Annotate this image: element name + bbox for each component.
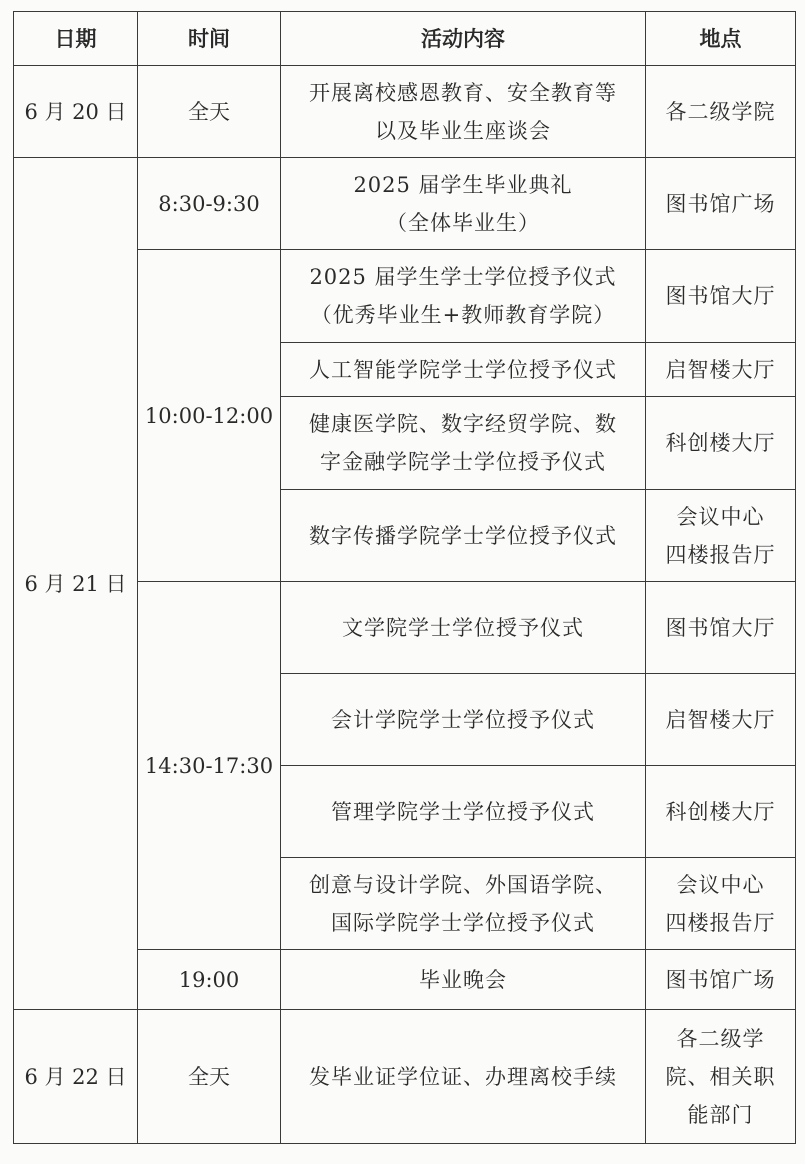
content-cell xyxy=(281,66,646,158)
time-cell: 14:30-17:30 xyxy=(138,582,281,950)
content-line: 会计学院学士学位授予仪式 xyxy=(331,707,595,732)
content-line: 文学院学士学位授予仪式 xyxy=(342,615,584,640)
time-cell: 10:00-12:00 xyxy=(138,250,281,582)
content-cell xyxy=(281,250,646,343)
place-line: 启智楼大厅 xyxy=(665,357,776,382)
place-cell xyxy=(646,858,796,950)
time-cell: 全天 xyxy=(138,1010,281,1144)
place-cell xyxy=(646,158,796,250)
content-line: 2025 届学生毕业典礼 xyxy=(353,172,573,197)
content-line: 国际学院学士学位授予仪式 xyxy=(331,910,595,935)
place-cell xyxy=(646,1010,796,1144)
place-line: 会议中心 xyxy=(676,872,765,897)
place-cell xyxy=(646,490,796,582)
date-cell: 6 月 21 日 xyxy=(14,158,138,1010)
place-line: 四楼报告厅 xyxy=(665,542,776,567)
date-cell: 6 月 20 日 xyxy=(14,66,138,158)
place-cell xyxy=(646,343,796,397)
content-line: （全体毕业生） xyxy=(386,210,540,235)
content-cell xyxy=(281,490,646,582)
content-cell xyxy=(281,158,646,250)
content-line: 毕业晚会 xyxy=(419,967,507,992)
header-row xyxy=(14,12,796,66)
place-cell xyxy=(646,66,796,158)
schedule-table xyxy=(13,11,796,1144)
time-cell: 19:00 xyxy=(138,950,281,1010)
content-line: 管理学院学士学位授予仪式 xyxy=(331,799,595,824)
place-line: 图书馆大厅 xyxy=(665,615,776,640)
place-line: 图书馆大厅 xyxy=(665,284,776,308)
table-row xyxy=(14,1010,796,1144)
header-date: 日期 xyxy=(14,12,138,66)
place-cell xyxy=(646,674,796,766)
time-cell: 全天 xyxy=(138,66,281,158)
content-cell xyxy=(281,950,646,1010)
place-line: 能部门 xyxy=(687,1102,754,1127)
date-cell: 6 月 22 日 xyxy=(14,1010,138,1144)
time-cell: 8:30-9:30 xyxy=(138,158,281,250)
place-line: 科创楼大厅 xyxy=(665,799,776,824)
content-line: 字金融学院学士学位授予仪式 xyxy=(320,450,606,474)
place-cell xyxy=(646,250,796,343)
place-line: 图书馆广场 xyxy=(665,191,776,216)
place-cell xyxy=(646,582,796,674)
place-cell xyxy=(646,950,796,1010)
content-line: 发毕业证学位证、办理离校手续 xyxy=(309,1064,617,1089)
place-cell xyxy=(646,397,796,490)
place-line: 院、相关职 xyxy=(665,1064,776,1089)
content-line: 数字传播学院学士学位授予仪式 xyxy=(309,523,617,548)
content-cell xyxy=(281,674,646,766)
place-line: 会议中心 xyxy=(676,504,765,529)
content-line: 创意与设计学院、外国语学院、 xyxy=(309,872,617,897)
content-line: 2025 届学生学士学位授予仪式 xyxy=(309,265,617,289)
place-line: 各二级学院 xyxy=(665,99,776,124)
content-cell xyxy=(281,858,646,950)
content-line: （优秀毕业生+教师教育学院） xyxy=(310,303,616,327)
place-line: 启智楼大厅 xyxy=(665,707,776,732)
place-line: 图书馆广场 xyxy=(665,967,776,992)
place-line: 各二级学 xyxy=(676,1026,765,1051)
table-row xyxy=(14,158,796,250)
header-time: 时间 xyxy=(138,12,281,66)
content-cell xyxy=(281,582,646,674)
content-line: 健康医学院、数字经贸学院、数 xyxy=(309,412,617,436)
content-line: 以及毕业生座谈会 xyxy=(375,118,551,143)
place-cell xyxy=(646,766,796,858)
header-content: 活动内容 xyxy=(281,12,646,66)
place-line: 四楼报告厅 xyxy=(665,910,776,935)
table-row xyxy=(14,66,796,158)
content-cell xyxy=(281,1010,646,1144)
place-line: 科创楼大厅 xyxy=(665,431,776,455)
content-cell xyxy=(281,343,646,397)
header-place: 地点 xyxy=(646,12,796,66)
content-cell xyxy=(281,766,646,858)
content-line: 人工智能学院学士学位授予仪式 xyxy=(309,357,617,382)
content-cell xyxy=(281,397,646,490)
content-line: 开展离校感恩教育、安全教育等 xyxy=(309,80,617,105)
